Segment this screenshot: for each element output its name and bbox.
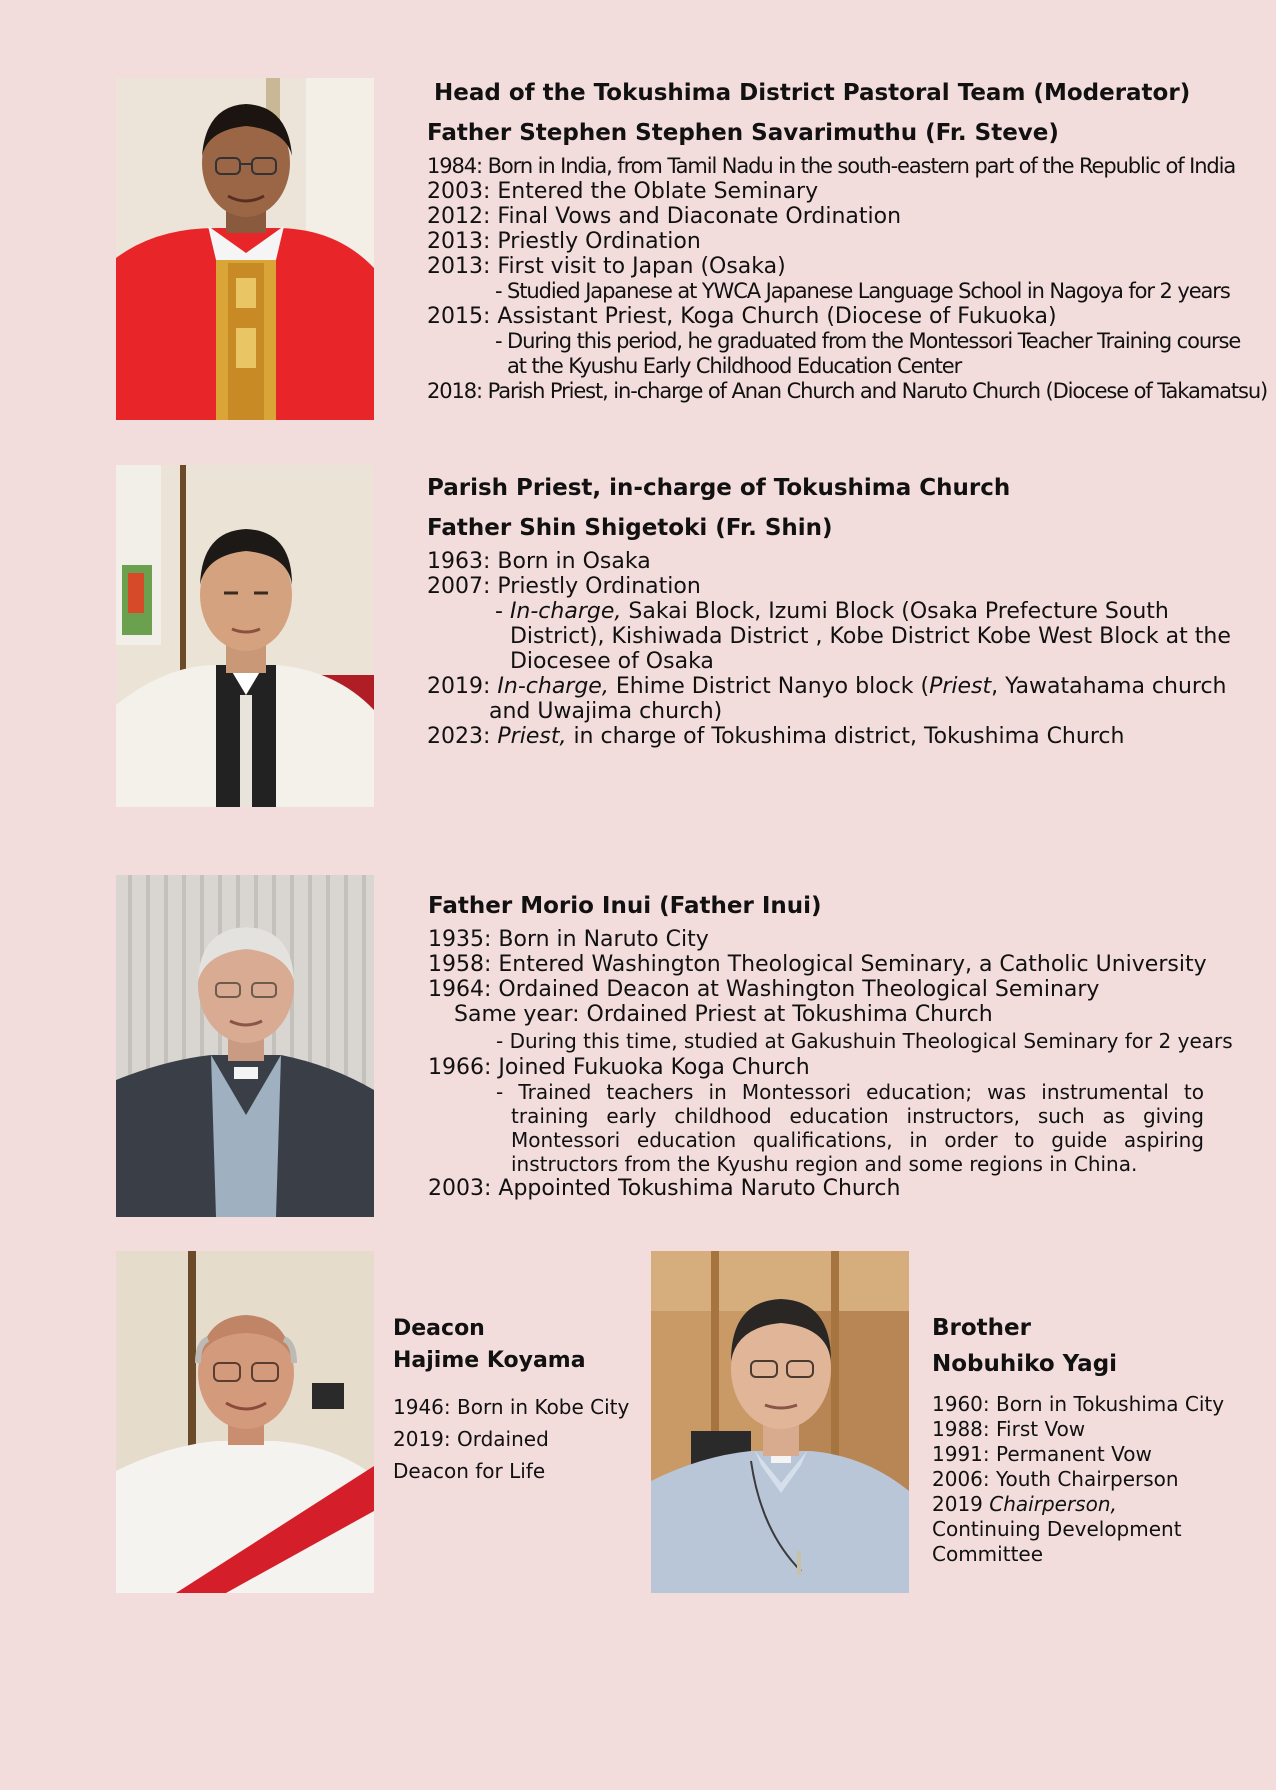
person-name: Father Stephen Stephen Savarimuthu (Fr. Steve) xyxy=(427,120,1059,146)
bio-line: 1984: Born in India, from Tamil Nadu in the south-eastern part of the Republic of India xyxy=(427,154,1236,178)
bio-line: - During this period, he graduated from the Montessori Teacher Training course xyxy=(495,329,1241,353)
bio-line: 1960: Born in Tokushima City xyxy=(932,1392,1225,1416)
bio-line: Deacon for Life xyxy=(393,1459,546,1483)
photo-brother-yagi xyxy=(651,1251,909,1593)
italic-term: In-charge, xyxy=(509,599,622,624)
bio-line: 1966: Joined Fukuoka Koga Church xyxy=(428,1055,810,1080)
bio-text: , Yawatahama church and Uwajima church) xyxy=(489,674,1227,724)
bio-line: 1988: First Vow xyxy=(932,1417,1086,1441)
bio-line: 2018: Parish Priest, in-charge of Anan Church and Naruto Church (Diocese of Takamatsu) xyxy=(427,379,1268,403)
bio-line: 1991: Permanent Vow xyxy=(932,1442,1152,1466)
italic-term: In-charge, xyxy=(497,674,609,699)
bio-line xyxy=(427,674,1237,724)
bio-line: - Studied Japanese at YWCA Japanese Language School in Nagoya for 2 years xyxy=(495,279,1230,303)
bio-line: 2015: Assistant Priest, Koga Church (Diocese of Fukuoka) xyxy=(427,304,1057,329)
person-name: Father Morio Inui (Father Inui) xyxy=(428,893,822,919)
bio-line: Same year: Ordained Priest at Tokushima Church xyxy=(454,1002,993,1027)
person-title: Deacon xyxy=(393,1316,485,1341)
bio-line: 2019: Ordained xyxy=(393,1427,549,1451)
bio-line: 2007: Priestly Ordination xyxy=(427,574,701,599)
role-heading: Parish Priest, in-charge of Tokushima Church xyxy=(427,475,1011,501)
bio-text: Sakai Block, Izumi Block (Osaka Prefecture South District), Kishiwada District , Kobe District Kobe West Block at the Diocesee of Osaka xyxy=(509,599,1231,674)
profile-fr-shin xyxy=(427,475,1237,749)
photo-fr-shin xyxy=(116,465,374,807)
photo-fr-steve xyxy=(116,78,374,420)
bio-year: 2019 xyxy=(932,1492,990,1516)
bio-line: at the Kyushu Early Childhood Education Center xyxy=(507,354,962,378)
person-name: Nobuhiko Yagi xyxy=(932,1351,1118,1377)
photo-fr-inui xyxy=(116,875,374,1217)
photo-deacon-koyama xyxy=(116,1251,374,1593)
bio-line xyxy=(427,724,1237,749)
bullet: - xyxy=(495,599,510,624)
profile-brother-yagi xyxy=(932,1310,1262,1567)
profile-fr-steve xyxy=(427,80,1268,404)
italic-term: Priest, xyxy=(497,724,567,749)
bio-line: - Trained teachers in Montessori education; was instrumental to training early childhood education instructors, such as giving Montessori education qualifications, in order to guide aspiring instructors from the Kyushu region and some regions in China. xyxy=(496,1080,1204,1176)
bio-year: 2023: xyxy=(427,724,498,749)
italic-term: Priest xyxy=(929,674,992,699)
bio-line xyxy=(932,1492,1262,1517)
role-heading: Head of the Tokushima District Pastoral Team (Moderator) xyxy=(434,80,1191,106)
person-name: Father Shin Shigetoki (Fr. Shin) xyxy=(427,515,833,541)
bio-line: 1964: Ordained Deacon at Washington Theological Seminary xyxy=(428,977,1100,1002)
bio-line: 1958: Entered Washington Theological Seminary, a Catholic University xyxy=(428,952,1207,977)
profile-fr-inui xyxy=(428,893,1233,1201)
bio-line: Continuing Development xyxy=(932,1517,1182,1541)
bio-line: 2003: Entered the Oblate Seminary xyxy=(427,179,819,204)
bio-line: 1946: Born in Kobe City xyxy=(393,1395,630,1419)
bio-line: Committee xyxy=(932,1542,1044,1566)
person-title: Brother xyxy=(932,1315,1031,1341)
bio-line: 1963: Born in Osaka xyxy=(427,549,651,574)
bio-text: Ehime District Nanyo block ( xyxy=(608,674,930,699)
bio-line: 1935: Born in Naruto City xyxy=(428,927,709,952)
person-name: Hajime Koyama xyxy=(393,1348,586,1373)
bio-year: 2019: xyxy=(427,674,498,699)
italic-term: Chairperson, xyxy=(989,1492,1117,1516)
bio-line: 2013: Priestly Ordination xyxy=(427,229,701,254)
bio-line: 2006: Youth Chairperson xyxy=(932,1467,1179,1491)
bio-line: - During this time, studied at Gakushuin Theological Seminary for 2 years xyxy=(496,1029,1233,1053)
bio-line: 2013: First visit to Japan (Osaka) xyxy=(427,254,786,279)
bio-line: 2012: Final Vows and Diaconate Ordination xyxy=(427,204,902,229)
bio-line: 2003: Appointed Tokushima Naruto Church xyxy=(428,1176,901,1201)
profile-deacon-koyama xyxy=(393,1313,633,1487)
bio-line xyxy=(427,599,1237,674)
bio-text: in charge of Tokushima district, Tokushima Church xyxy=(566,724,1125,749)
